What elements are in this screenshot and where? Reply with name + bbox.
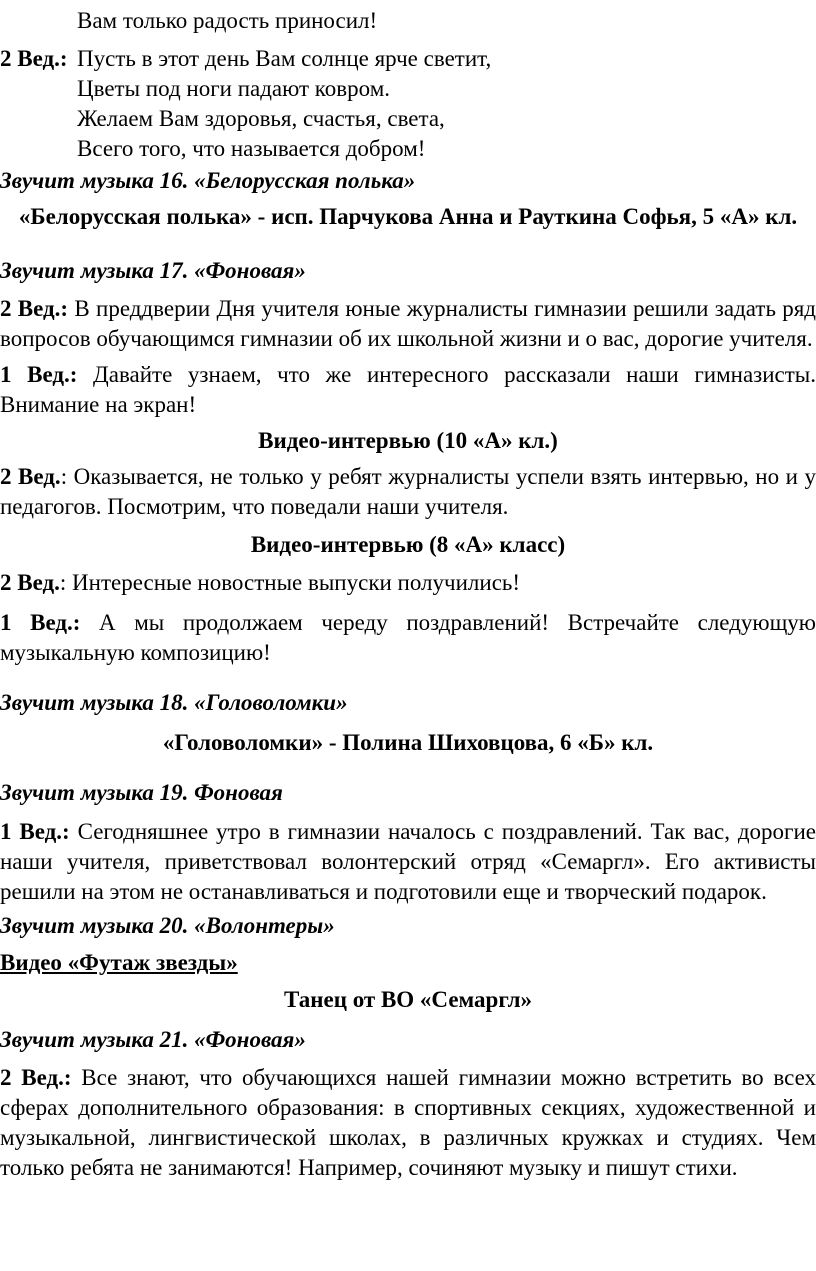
stage-direction: Звучит музыка 18. «Головоломки» <box>0 690 348 715</box>
stage-direction: Звучит музыка 19. Фоновая <box>0 780 283 805</box>
speech-text: Давайте узнаем, что же интересного рассказали наши гимназисты. Внимание на экран! <box>0 362 816 417</box>
speech-text: Все знают, что обучающихся нашей гимназии можно встретить во всех сферах дополнительного образования: в спортивных секциях, художественной и музыкальной, лингвистической школах, в различных кружках и студиях. Чем только ребята не занимаются! Например, сочиняют музыку и пишут стихи. <box>0 1065 816 1180</box>
speaker-paragraph <box>0 360 816 420</box>
speaker-paragraph <box>0 817 816 907</box>
speaker-label: 2 Вед.: <box>0 46 68 71</box>
stage-direction: Звучит музыка 20. «Волонтеры» <box>0 913 335 938</box>
speaker-verse-paragraph <box>0 44 816 164</box>
performance-title: Видео-интервью (8 «А» класс) <box>250 532 566 557</box>
speaker-paragraph <box>0 568 816 598</box>
speaker-paragraph <box>0 608 816 668</box>
speaker-paragraph <box>0 1063 816 1183</box>
performance-title: «Белорусская полька» - исп. Парчукова Анна и Рауткина Софья, 5 «А» кл. <box>18 204 798 229</box>
verse-line: Цветы под ноги падают ковром. <box>77 76 391 101</box>
speech-text: Интересные новостные выпуски получились! <box>72 570 521 595</box>
speaker-label: 2 Вед.: <box>0 296 69 321</box>
verse-line: Желаем Вам здоровья, счастья, света, <box>77 106 445 131</box>
speaker-label: 1 Вед.: <box>0 610 81 635</box>
verse-line: Всего того, что называется добром! <box>77 136 426 161</box>
speaker-colon: : <box>59 570 67 595</box>
stage-direction: Звучит музыка 17. «Фоновая» <box>0 258 306 283</box>
stage-direction: Звучит музыка 16. «Белорусская полька» <box>0 168 416 193</box>
speaker-label: 2 Вед.: <box>0 1065 72 1090</box>
verse-line: Вам только радость приносил! <box>77 8 378 33</box>
stage-direction: Звучит музыка 21. «Фоновая» <box>0 1027 306 1052</box>
performance-title: Видео-интервью (10 «А» кл.) <box>258 428 558 453</box>
speaker-colon: : <box>60 464 68 489</box>
speaker-label: 1 Вед.: <box>0 362 78 387</box>
speaker-label: 1 Вед.: <box>0 819 70 844</box>
speech-text: Оказывается, не только у ребят журналисты успели взять интервью, но и у педагогов. Посмотрим, что поведали наши учителя. <box>0 464 816 519</box>
speaker-paragraph <box>0 462 816 522</box>
speech-text: А мы продолжаем череду поздравлений! Встречайте следующую музыкальную композицию! <box>0 610 816 665</box>
speaker-label: 2 Вед. <box>0 464 61 489</box>
speaker-paragraph <box>0 294 816 354</box>
performance-title: «Головоломки» - Полина Шиховцова, 6 «Б» кл. <box>162 730 654 755</box>
verse-line: Пусть в этот день Вам солнце ярче светит, <box>77 46 492 71</box>
speaker-label: 2 Вед. <box>0 570 60 595</box>
speech-text: В преддверии Дня учителя юные журналисты гимназии решили задать ряд вопросов обучающимся гимназии об их школьной жизни и о вас, дорогие учителя. <box>0 296 816 351</box>
video-cue: Видео «Футаж звезды» <box>0 950 238 975</box>
performance-title: Танец от ВО «Семаргл» <box>283 987 533 1012</box>
speech-text: Сегодняшнее утро в гимназии началось с поздравлений. Так вас, дорогие наши учителя, приветствовал волонтерский отряд «Семаргл». Его активисты решили на этом не останавливаться и подготовили еще и творческий подарок. <box>0 819 816 904</box>
